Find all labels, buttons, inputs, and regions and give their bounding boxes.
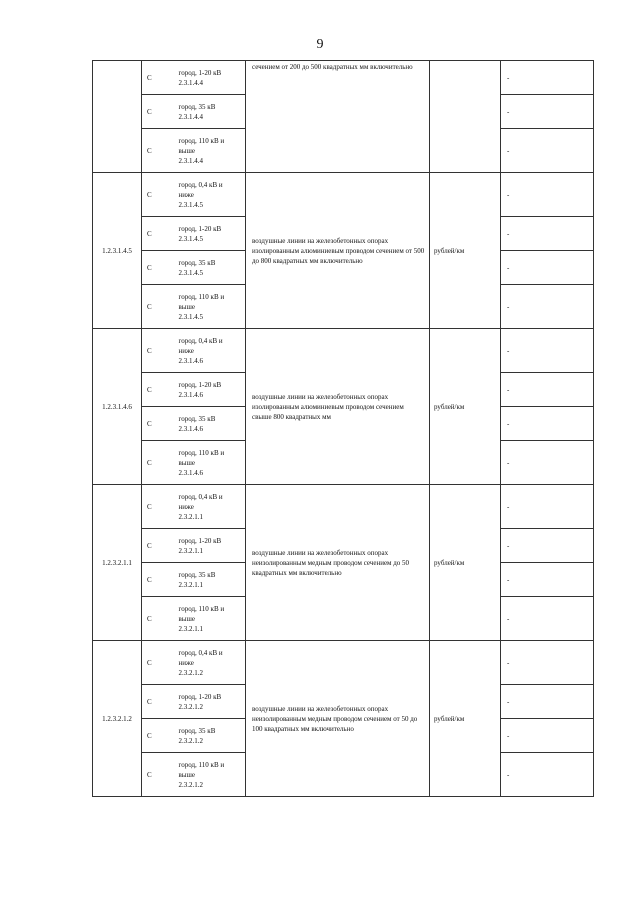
value-cell: -	[501, 251, 594, 285]
value-cell: -	[501, 485, 594, 529]
subcategory-line: город, 0,4 кВ и	[178, 492, 223, 501]
value-cell: -	[501, 61, 594, 95]
letter-cell: С	[142, 597, 162, 641]
value-cell: -	[501, 173, 594, 217]
value-cell: -	[501, 129, 594, 173]
unit-cell: рублей/км	[430, 329, 501, 485]
letter-cell: С	[142, 329, 162, 373]
value-cell: -	[501, 641, 594, 685]
subcategory-line: ниже	[178, 190, 194, 199]
subcategory-line: 2.3.1.4.5	[178, 234, 203, 243]
letter-cell: С	[142, 641, 162, 685]
letter-cell: С	[142, 129, 162, 173]
subcategory-cell	[162, 529, 246, 563]
subcategory-line: 2.3.2.1.2	[178, 702, 203, 711]
table-row	[93, 61, 594, 95]
subcategory-line: 2.3.1.4.5	[178, 200, 203, 209]
item-code-cell	[93, 61, 142, 173]
subcategory-line: выше	[178, 146, 196, 155]
value-cell: -	[501, 407, 594, 441]
subcategory-cell	[162, 329, 246, 373]
description-cell: сечением от 200 до 500 квадратных мм включительно	[246, 61, 430, 173]
subcategory-line: город, 110 кВ и	[178, 448, 225, 457]
table-row	[93, 485, 594, 529]
subcategory-cell	[162, 217, 246, 251]
subcategory-line: 2.3.1.4.5	[178, 312, 203, 321]
subcategory-cell	[162, 95, 246, 129]
subcategory-line: 2.3.2.1.2	[178, 736, 203, 745]
value-cell: -	[501, 563, 594, 597]
value-cell: -	[501, 285, 594, 329]
subcategory-line: 2.3.1.4.4	[178, 112, 203, 121]
subcategory-line: город, 110 кВ и	[178, 760, 225, 769]
subcategory-cell	[162, 173, 246, 217]
subcategory-cell	[162, 563, 246, 597]
subcategory-line: ниже	[178, 346, 194, 355]
letter-cell: С	[142, 217, 162, 251]
subcategory-cell	[162, 597, 246, 641]
subcategory-line: город, 110 кВ и	[178, 136, 225, 145]
item-code-cell: 1.2.3.1.4.6	[93, 329, 142, 485]
subcategory-line: город, 1-20 кВ	[178, 536, 222, 545]
table-row	[93, 641, 594, 685]
unit-cell: рублей/км	[430, 641, 501, 797]
letter-cell: С	[142, 407, 162, 441]
subcategory-cell	[162, 61, 246, 95]
letter-cell: С	[142, 173, 162, 217]
letter-cell: С	[142, 251, 162, 285]
subcategory-line: 2.3.2.1.1	[178, 624, 203, 633]
subcategory-line: город, 35 кВ	[178, 570, 216, 579]
subcategory-line: город, 0,4 кВ и	[178, 180, 223, 189]
value-cell: -	[501, 373, 594, 407]
value-cell: -	[501, 719, 594, 753]
subcategory-line: город, 35 кВ	[178, 414, 216, 423]
subcategory-line: 2.3.2.1.1	[178, 512, 203, 521]
subcategory-cell	[162, 719, 246, 753]
subcategory-line: город, 1-20 кВ	[178, 692, 222, 701]
description-cell: воздушные линии на железобетонных опорах изолированным алюминиевым проводом сечением свыше 800 квадратных мм	[246, 329, 430, 485]
item-code-cell: 1.2.3.2.1.2	[93, 641, 142, 797]
unit-cell: рублей/км	[430, 173, 501, 329]
unit-cell: рублей/км	[430, 485, 501, 641]
subcategory-line: 2.3.2.1.2	[178, 668, 203, 677]
letter-cell: С	[142, 441, 162, 485]
letter-cell: С	[142, 373, 162, 407]
subcategory-cell	[162, 753, 246, 797]
subcategory-cell	[162, 641, 246, 685]
value-cell: -	[501, 753, 594, 797]
value-cell: -	[501, 597, 594, 641]
subcategory-cell	[162, 441, 246, 485]
description-cell: воздушные линии на железобетонных опорах неизолированным медным проводом сечением до 50 квадратных мм включительно	[246, 485, 430, 641]
subcategory-line: город, 1-20 кВ	[178, 68, 222, 77]
value-cell: -	[501, 685, 594, 719]
subcategory-cell	[162, 373, 246, 407]
description-cell: воздушные линии на железобетонных опорах неизолированным медным проводом сечением от 50 до 100 квадратных мм включительно	[246, 641, 430, 797]
letter-cell: С	[142, 529, 162, 563]
value-cell: -	[501, 329, 594, 373]
subcategory-cell	[162, 407, 246, 441]
value-cell: -	[501, 95, 594, 129]
subcategory-line: город, 35 кВ	[178, 726, 216, 735]
page-number: 9	[316, 37, 324, 52]
letter-cell: С	[142, 95, 162, 129]
letter-cell: С	[142, 485, 162, 529]
letter-cell: С	[142, 719, 162, 753]
subcategory-line: ниже	[178, 502, 194, 511]
description-cell: воздушные линии на железобетонных опорах изолированным алюминиевым проводом сечением от 500 до 800 квадратных мм включительно	[246, 173, 430, 329]
subcategory-line: 2.3.1.4.6	[178, 356, 203, 365]
subcategory-line: город, 110 кВ и	[178, 604, 225, 613]
subcategory-line: город, 0,4 кВ и	[178, 648, 223, 657]
letter-cell: С	[142, 753, 162, 797]
subcategory-line: 2.3.1.4.4	[178, 156, 203, 165]
subcategory-line: город, 110 кВ и	[178, 292, 225, 301]
subcategory-line: 2.3.1.4.4	[178, 78, 203, 87]
subcategory-line: город, 1-20 кВ	[178, 224, 222, 233]
subcategory-line: город, 35 кВ	[178, 102, 216, 111]
table-row	[93, 329, 594, 373]
letter-cell: С	[142, 685, 162, 719]
subcategory-line: город, 0,4 кВ и	[178, 336, 223, 345]
tariff-table	[92, 60, 594, 797]
subcategory-line: 2.3.2.1.1	[178, 580, 203, 589]
subcategory-cell	[162, 251, 246, 285]
letter-cell: С	[142, 285, 162, 329]
subcategory-line: 2.3.1.4.5	[178, 268, 203, 277]
subcategory-cell	[162, 685, 246, 719]
subcategory-line: выше	[178, 770, 196, 779]
subcategory-cell	[162, 485, 246, 529]
subcategory-line: город, 1-20 кВ	[178, 380, 222, 389]
item-code-cell: 1.2.3.2.1.1	[93, 485, 142, 641]
value-cell: -	[501, 529, 594, 563]
subcategory-line: выше	[178, 458, 196, 467]
subcategory-line: выше	[178, 302, 196, 311]
subcategory-line: 2.3.2.1.1	[178, 546, 203, 555]
table-row	[93, 173, 594, 217]
subcategory-line: город, 35 кВ	[178, 258, 216, 267]
value-cell: -	[501, 217, 594, 251]
subcategory-line: выше	[178, 614, 196, 623]
letter-cell: С	[142, 61, 162, 95]
letter-cell: С	[142, 563, 162, 597]
subcategory-line: 2.3.2.1.2	[178, 780, 203, 789]
subcategory-line: 2.3.1.4.6	[178, 390, 203, 399]
subcategory-line: 2.3.1.4.6	[178, 468, 203, 477]
subcategory-line: 2.3.1.4.6	[178, 424, 203, 433]
unit-cell	[430, 61, 501, 173]
subcategory-cell	[162, 129, 246, 173]
subcategory-line: ниже	[178, 658, 194, 667]
subcategory-cell	[162, 285, 246, 329]
value-cell: -	[501, 441, 594, 485]
item-code-cell: 1.2.3.1.4.5	[93, 173, 142, 329]
